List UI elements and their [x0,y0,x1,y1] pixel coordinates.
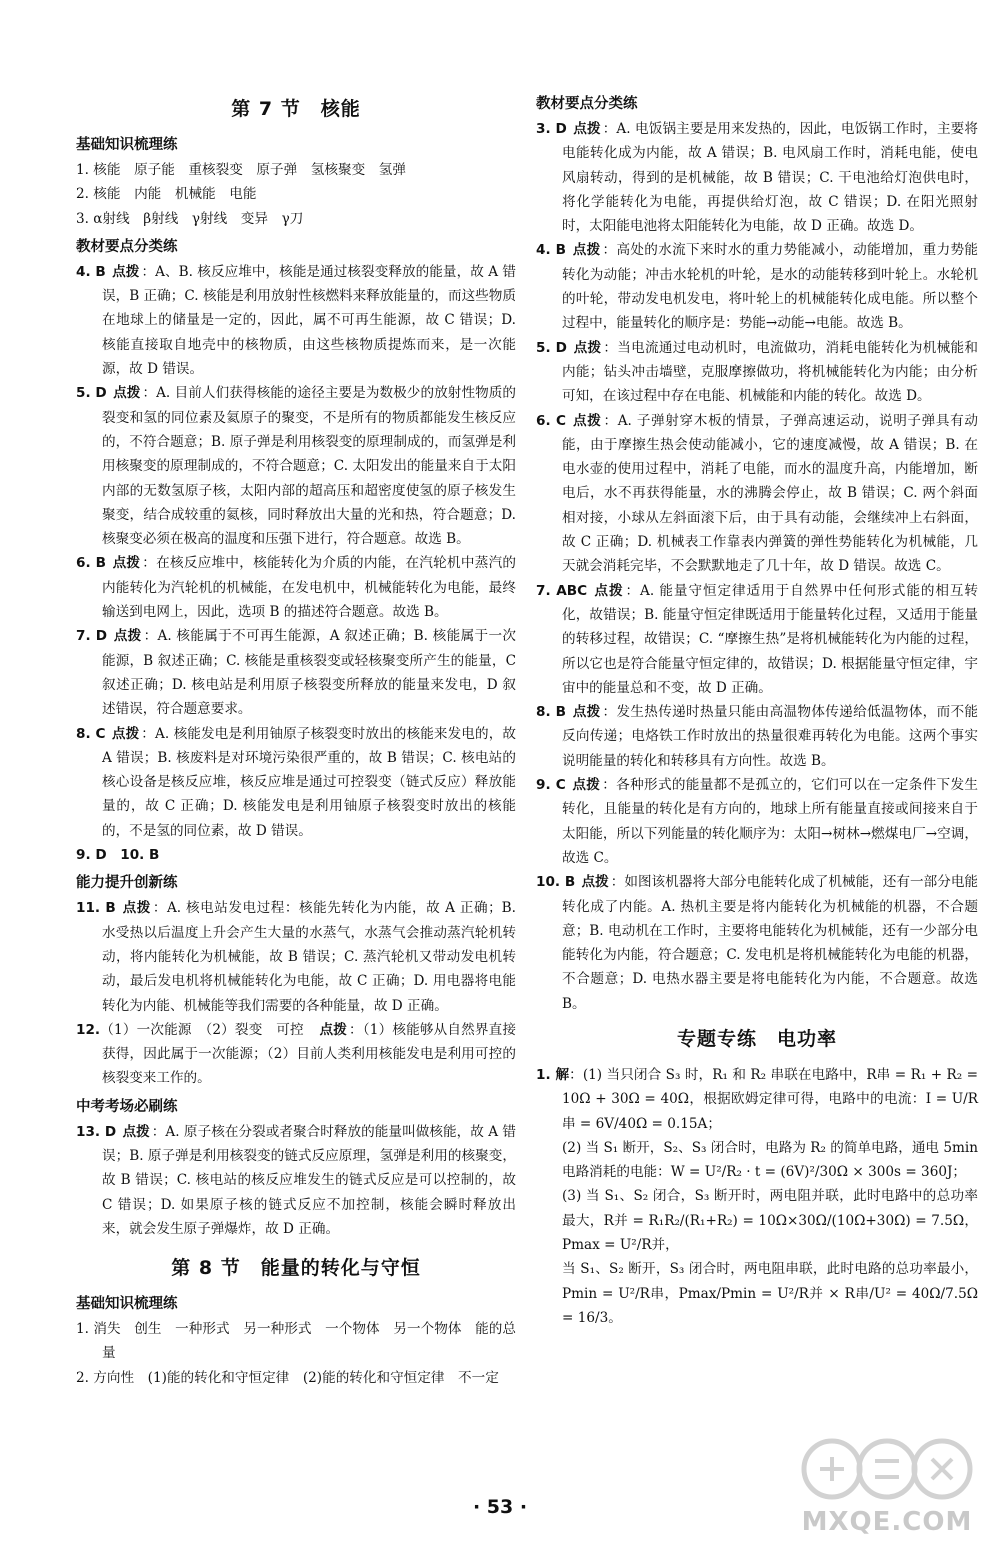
category-ability: 能力提升创新练 [76,875,178,892]
answer-4 [76,260,516,381]
s8-answer-6-hint-label: 点拨 [572,412,602,429]
answer-11-text: ：A. 核电站发电过程：核能先转化为内能，故 A 正确；B. 水受热以后温度上升会产生大量的水蒸气，水蒸气会推动蒸汽轮机转动，将内能转化为机械能，故 B 错误；C. 蒸汽轮机又带动发电机转动，最后发电机将机械能转化为电能，故 C 正确；D. 用电器将电能转化为内能、机械能等我们需要的各种能量，故 D 正确。 [102,900,516,1014]
s8-answer-9-choice: 9. C [536,777,566,794]
s8-answer-5 [536,336,978,409]
answer-6 [76,551,516,624]
answer-12-text: ：（1）核能够从自然界直接获得，因此属于一次能源；（2）目前人类利用核能发电是利用可控的核裂变来工作的。 [102,1021,517,1087]
answer-7-text: ：A. 核能属于不可再生能源，A 叙述正确；B. 核能属于一次能源，B 叙述正确；C. 核能是重核裂变或轻核聚变所产生的能量，C 叙述正确；D. 核电站是利用原子核裂变所释放的能量来发电，D 叙述错误，符合题意要求。 [102,628,517,718]
answer-7-hint-label: 点拨 [113,628,142,645]
s8-answer-9-text: ：各种形式的能量都不是孤立的，它们可以在一定条件下发生转化，且能量的转化是有方向的，地球上所有能量直接或间接来自于太阳能，所以下列能量的转化顺序为：太阳→树林→燃煤电厂→空调，故选 C。 [562,777,979,866]
answer-7-choice: 7. D [76,628,107,645]
answer-11-hint-label: 点拨 [122,900,151,917]
category-basic-knowledge: 基础知识梳理练 [76,137,178,153]
s8-answer-10-hint-label: 点拨 [581,874,609,891]
answer-13-text: ：A. 原子核在分裂或者聚合时释放的能量叫做核能，故 A 错误；B. 原子弹是利用核裂变的链式反应原理，氢弹是利用的核聚变，故 B 错误；C. 核电站的核反应堆发生的链式反应是可以控制的，故 C 错误；D. 如果原子核的链式反应不加控制，核能会瞬时释放出来，就会发生原子弹爆炸，故 D 正确。 [102,1123,517,1237]
s8-answer-6-text: ：A. 子弹射穿木板的情景，子弹高速运动，说明子弹具有动能，由于摩擦生热会使动能减小，它的速度减慢，故 A 错误；B. 在电水壶的使用过程中，消耗了电能，而水的温度升高，内能增加，断电后，水不再获得能量，水的沸腾会停止，故 B 错误；C. 两个斜面相对接，小球从左斜面滚下后，由于具有动能，会继续冲上右斜面，故 C 正确；D. 机械表工作靠表内弹簧的弹性势能转化为机械能，几天就会消耗完毕，不会默默地走了几十年，故 D 错误。故选 C。 [562,412,979,575]
answer-13-hint-label: 点拨 [122,1123,150,1140]
answer-12-answers: （1）一次能源 （2）裂变 可控 [100,1021,318,1038]
solution-1-part-2: (2) 当 S₁ 断开，S₂、S₃ 闭合时，电路为 R₂ 的简单电路，通电 5min 电路消耗的电能：W = U²/R₂ · t = (6V)²/30Ω × 300s = 360J； [562,1139,978,1181]
answer-1: 1. 核能 原子能 重核裂变 原子弹 氢核聚变 氢弹 [76,162,406,178]
s8-answer-2: 2. 方向性 (1)能的转化和守恒定律 (2)能的转化和守恒定律 不一定 [76,1369,499,1386]
s8-answer-10-choice: 10. B [536,874,576,891]
watermark-text: MXQE.COM [801,1507,973,1537]
answer-4-choice: 4. B [76,263,106,280]
s8-answer-5-choice: 5. D [536,339,567,356]
answer-3: 3. α射线 β射线 γ射线 变异 γ刀 [76,210,304,227]
answer-6-hint-label: 点拨 [112,555,141,572]
answer-5 [76,381,516,551]
topic-title: 专题专练 电功率 [676,1027,837,1050]
answer-8-hint-label: 点拨 [111,725,140,742]
solution-1-part-1-text: ：(1) 当只闭合 S₃ 时，R₁ 和 R₂ 串联在电路中，R串 = R₁ + R₂ = 10Ω + 30Ω = 40Ω，根据欧姆定律可得，电路中的电流：I = U/R串 = 6V/40Ω = 0.15A； [562,1066,978,1132]
answer-5-hint-label: 点拨 [113,385,141,402]
s8-answer-8 [536,700,978,773]
answer-7 [76,624,516,721]
category-key-points-8: 教材要点分类练 [536,96,638,112]
s8-answer-8-text: ：发生热传递时热量只能由高温物体传递给低温物体，而不能反向传递；电烙铁工作时放出的热量很难再转化为电能。这两个事实说明能量的转化和转移具有方向性。故选 B。 [562,704,979,769]
s8-answer-4 [536,238,978,335]
category-key-points: 教材要点分类练 [76,238,178,255]
s8-answer-7-hint-label: 点拨 [594,582,624,599]
s8-answer-9-hint-label: 点拨 [572,777,601,794]
s8-answer-1: 1. 消失 创生 一种形式 另一种形式 一个物体 另一个物体 能的总量 [76,1321,516,1362]
answer-13-choice: 13. D [76,1123,117,1140]
s8-answer-7-choice: 7. ABC [536,582,588,599]
answer-12 [76,1018,516,1091]
watermark-emblem-icon [792,1429,982,1509]
answer-5-choice: 5. D [76,385,107,402]
answer-11 [76,896,516,1017]
answer-6-choice: 6. B [76,555,106,572]
s8-answer-10-text: ：如图该机器将大部分电能转化成了机械能，还有一部分电能转化成了内能。A. 热机主要是将内能转化为机械能的机器，不合题意；B. 电动机在工作时，主要将电能转化为机械能，还有一少部分电能转化为内能，符合题意；C. 发电机是将机械能转化为电能的机器，不合题意；D. 电热水器主要是将电能转化为内能，不合题意。故选 B。 [562,874,979,1012]
answer-4-hint-label: 点拨 [112,263,140,280]
s8-answer-4-text: ：高处的水流下来时水的重力势能减小，动能增加，重力势能转化为动能；冲击水轮机的叶轮，是水的动能转移到叶轮上。水轮机的叶轮，带动发电机发电，将叶轮上的机械能转化成电能。所以整个过程中，能量转化的顺序是：势能→动能→电能。故选 B。 [562,242,979,332]
answer-11-choice: 11. B [76,900,116,917]
right-column [536,90,978,1330]
answer-6-text: ：在核反应堆中，核能转化为介质的内能，在汽轮机中蒸汽的内能转化为汽轮机的机械能，在发电机中，机械能转化为电能，最终输送到电网上，因此，选项 B 的描述符合题意。故选 B。 [102,555,517,621]
category-basic-knowledge-8: 基础知识梳理练 [76,1296,178,1313]
answer-8 [76,722,516,843]
answer-4-text: ：A、B. 核反应堆中，核能是通过核裂变释放的能量，故 A 错误，B 正确；C. 核能是利用放射性核燃料来释放能量的，而这些物质在地球上的储量是一定的，因此，属不可再生能源，故 C 错误；D. 核能直接取自地壳中的核物质，由这些核物质提炼而来，是一次能源，故 D 错误。 [102,263,517,378]
answer-13 [76,1120,516,1241]
s8-answer-6-choice: 6. C [536,412,566,429]
section-7-title: 第 7 节 核能 [231,98,361,120]
s8-answer-3-choice: 3. D [536,121,567,137]
page-number: · 53 · [472,1496,528,1518]
s8-answer-9 [536,773,978,870]
answer-5-text: ：A. 目前人们获得核能的途径主要是为数极少的放射性物质的裂变和氢的同位素及氦原子的聚变，不是所有的物质都能发生核反应的，不符合题意；B. 原子弹是利用核裂变的原理制成的，而氢弹是利用核聚变的原理制成的，不符合题意；C. 太阳发出的能量来自于太阳内部的无数氢原子核，太阳内部的超高压和超密度使氢的原子核发生聚变，结合成较重的氦核，同时释放出大量的光和热，符合题意；D. 核聚变必须在极高的温度和压强下进行，符合题意。故选 B。 [102,385,517,548]
s8-answer-4-hint-label: 点拨 [572,242,601,259]
category-exam: 中考考场必刷练 [76,1098,178,1115]
solution-1-part-1 [536,1063,978,1136]
solution-1-label: 1. 解 [536,1066,570,1083]
answer-2: 2. 核能 内能 机械能 电能 [76,186,257,203]
answer-8-choice: 8. C [76,725,106,742]
s8-answer-7 [536,579,978,700]
watermark-logo [792,1429,982,1541]
s8-answer-3-hint-label: 点拨 [573,121,601,137]
s8-answer-6 [536,409,978,579]
answer-12-hint-label: 点拨 [319,1021,348,1038]
answer-8-text: ：A. 核能发电是利用铀原子核裂变时放出的核能来发电的，故 A 错误；B. 核废料是对环境污染很严重的，故 B 错误；C. 核电站的核心设备是核反应堆，核反应堆是通过可控裂变（链式反应）释放能量的，故 C 正确；D. 核能发电是利用铀原子核裂变时放出的核能的，不是氢的同位素，故 D 错误。 [102,725,516,839]
answer-9-10: 9. D 10. B [76,847,160,864]
s8-answer-5-text: ：当电流通过电动机时，电流做功，消耗电能转化为机械能和内能；钻头冲击墙壁，克服摩擦做功，将机械能转化为内能；由分析可知，在该过程中存在电能、机械能和内能的转化。故选 D。 [562,339,979,405]
s8-answer-5-hint-label: 点拨 [573,339,602,356]
left-column [76,90,516,1390]
s8-answer-3 [536,117,978,238]
answer-12-number: 12. [76,1021,101,1038]
section-8-title: 第 8 节 能量的转化与守恒 [171,1257,421,1280]
s8-answer-8-hint-label: 点拨 [572,704,601,721]
s8-answer-7-text: ：A. 能量守恒定律适用于自然界中任何形式能的相互转化，故错误；B. 能量守恒定律既适用于能量转化过程，又适用于能量的转移过程，故错误；C. “摩擦生热”是将机械能转化为内能的过程，所以它也是符合能量守恒定律的，故错误；D. 根据能量守恒定律，宇宙中的能量总和不变，故 D 正确。 [562,582,979,696]
solution-1-part-3: (3) 当 S₁、S₂ 闭合，S₃ 断开时，两电阻并联，此时电路中的总功率最大，R并 = R₁R₂/(R₁+R₂) = 10Ω×30Ω/(10Ω+30Ω) = 7.5Ω，Pmax = U²/R并， [562,1188,978,1254]
s8-answer-4-choice: 4. B [536,242,567,259]
s8-answer-10 [536,870,978,1016]
s8-answer-8-choice: 8. B [536,704,567,721]
solution-1-part-4: 当 S₁、S₂ 断开，S₃ 闭合时，两电阻串联，此时电路的总功率最小，Pmin = U²/R串，Pmax/Pmin = U²/R并 × R串/U² = 40Ω/7.5Ω = 16/3。 [562,1261,978,1326]
s8-answer-3-text: ：A. 电饭锅主要是用来发热的，因此，电饭锅工作时，主要将电能转化成为内能，故 A 错误；B. 电风扇工作时，消耗电能，使电风扇转动，得到的是机械能，故 B 错误；C. 干电池给灯泡供电时，将化学能转化为电能，再提供给灯泡，故 C 错误；D. 在阳光照射时，太阳能电池将太阳能转化为电能，故 D 正确。故选 D。 [562,121,978,235]
